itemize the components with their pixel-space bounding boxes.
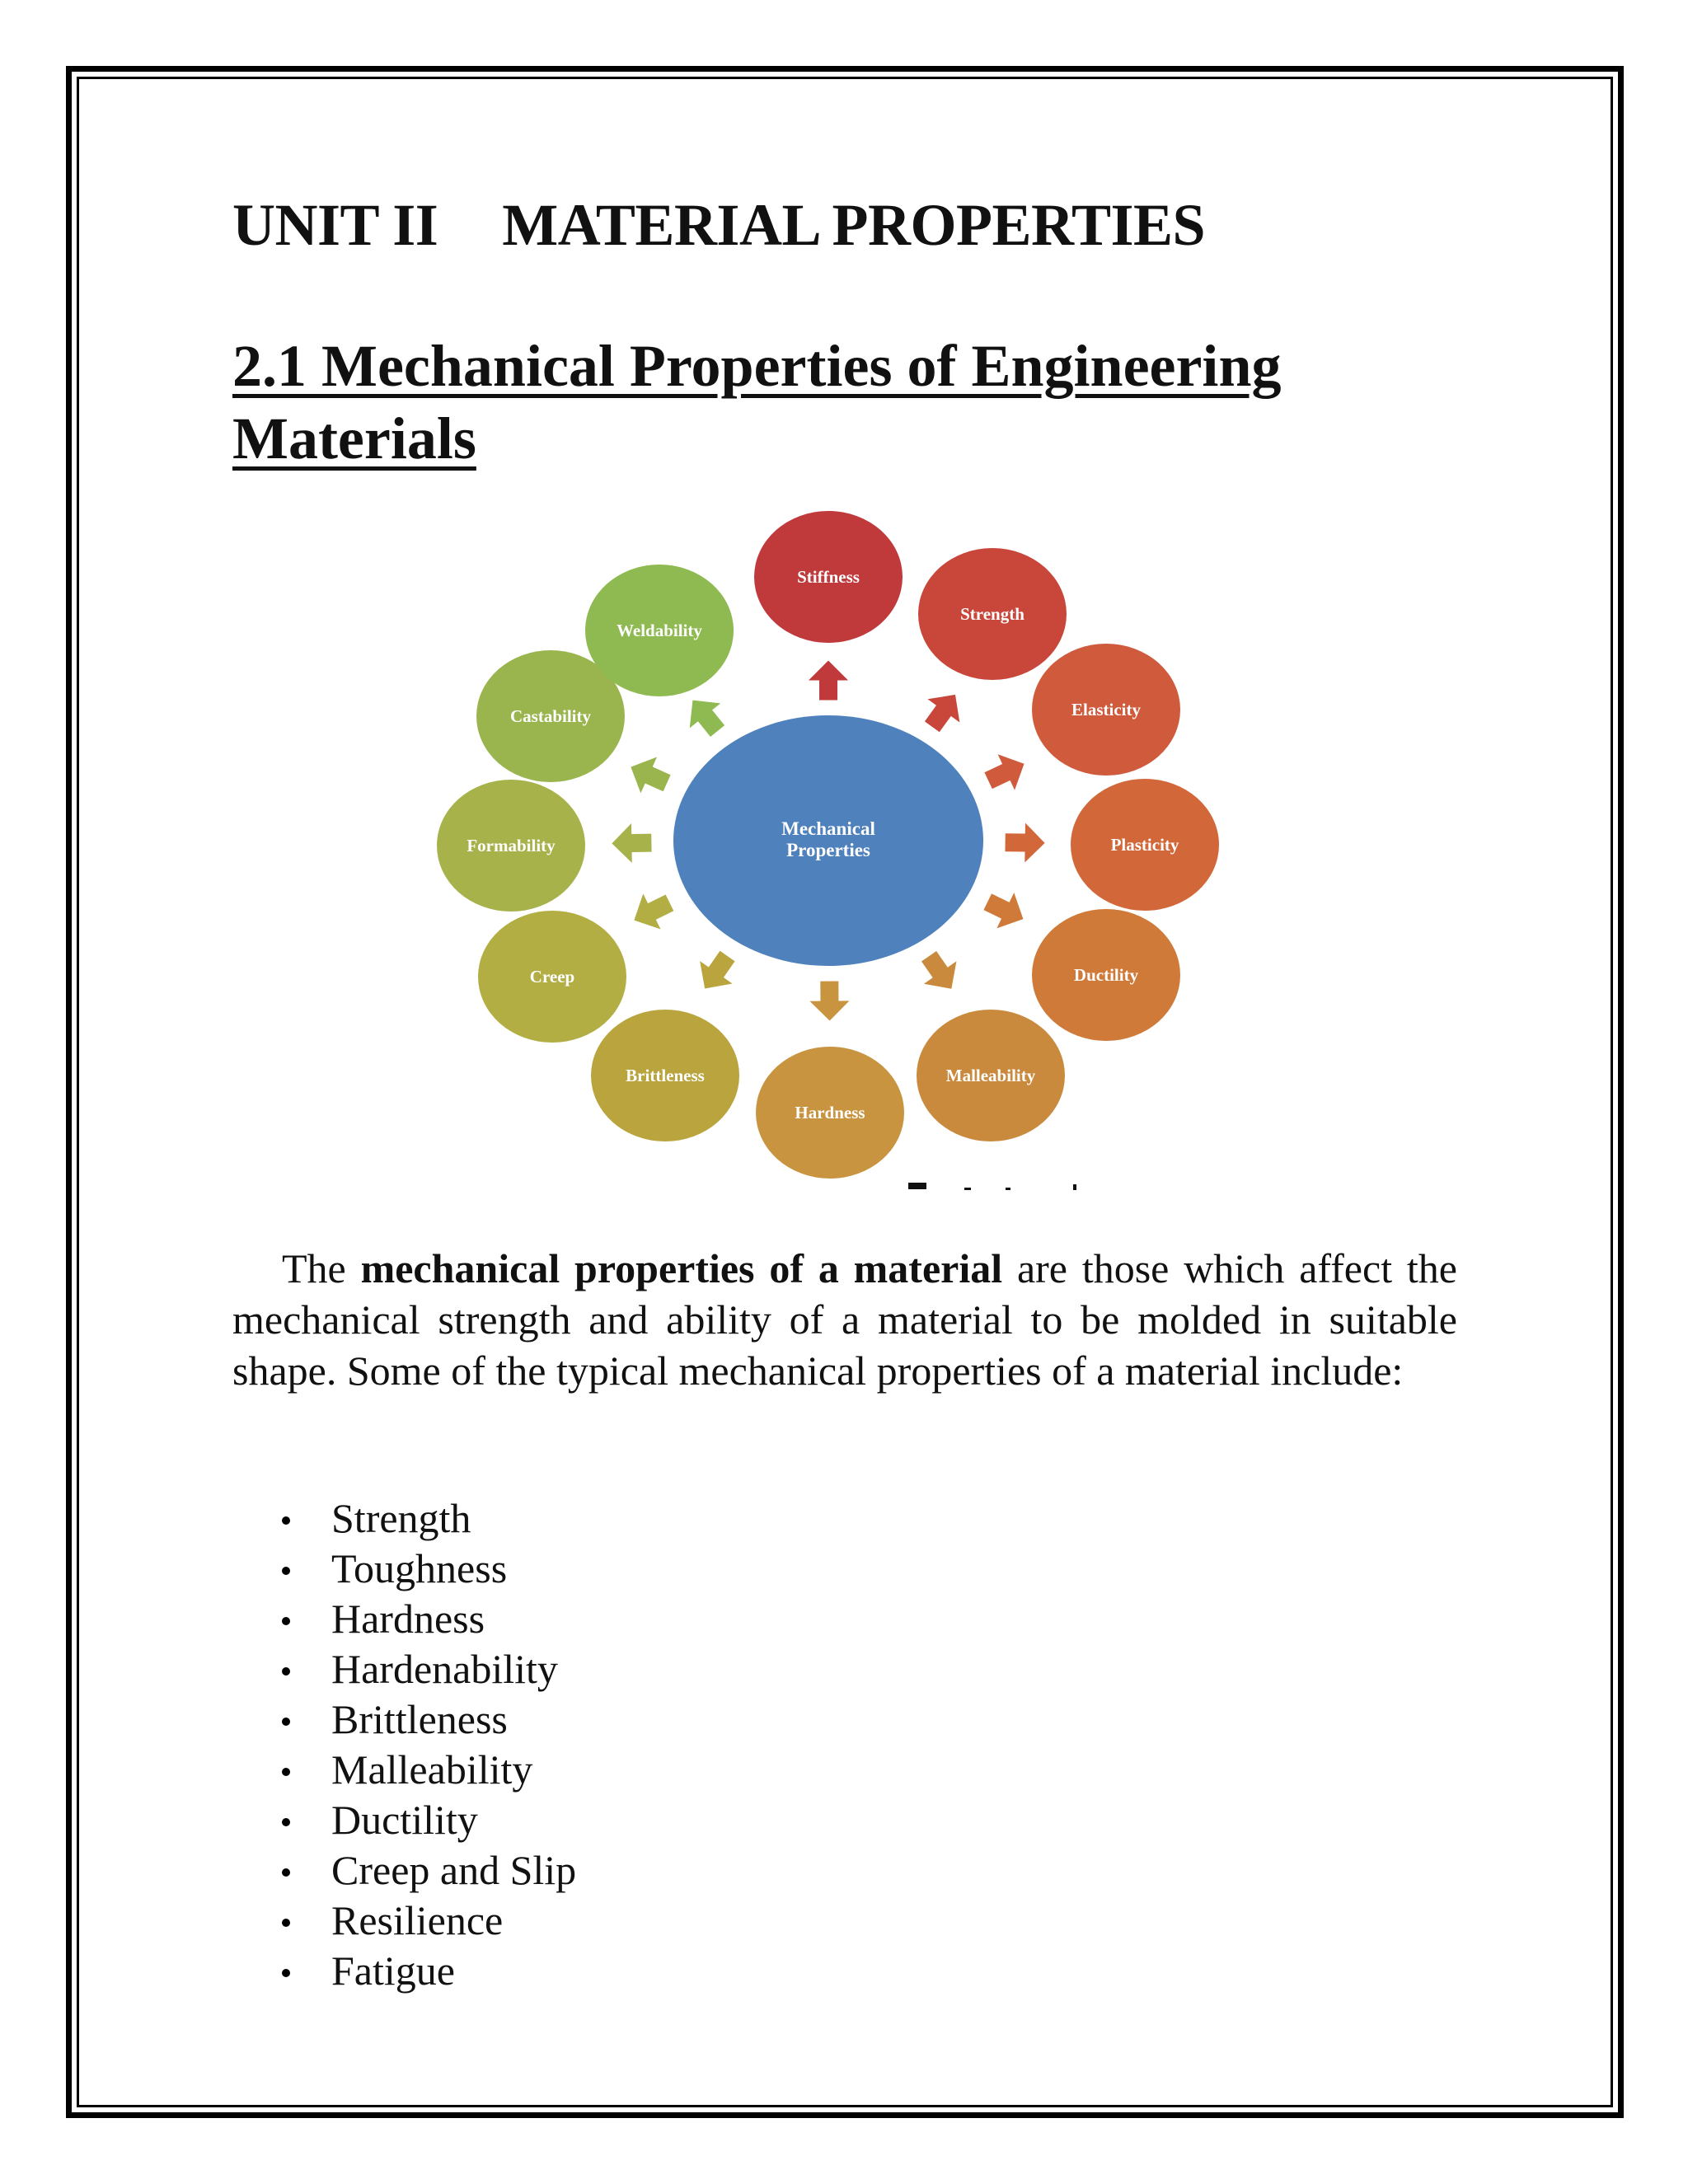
- list-item: Toughness: [272, 1544, 576, 1594]
- property-node-label: Castability: [509, 706, 592, 726]
- list-item: Hardenability: [272, 1644, 576, 1694]
- property-node-label: Elasticity: [1071, 700, 1141, 719]
- list-item: Malleability: [272, 1745, 576, 1795]
- list-item: Brittleness: [272, 1694, 576, 1745]
- list-item: Creep and Slip: [272, 1845, 576, 1896]
- unit-number: UNIT II: [232, 192, 438, 258]
- property-node-label: Brittleness: [626, 1066, 705, 1085]
- arrow-icon: [612, 823, 652, 864]
- intro-bold: mechanical properties of a material: [360, 1245, 1003, 1291]
- arrow-icon: [912, 945, 968, 1001]
- list-item: Strength: [272, 1493, 576, 1544]
- property-node-label: Strength: [960, 604, 1025, 624]
- property-node-label: Stiffness: [797, 567, 860, 587]
- section-title: 2.1 Mechanical Properties of Engineering Materials: [232, 333, 1282, 471]
- properties-list: [272, 1493, 576, 1996]
- arrow-icon: [980, 746, 1033, 799]
- arrow-icon: [688, 944, 743, 1000]
- list-item: Hardness: [272, 1594, 576, 1644]
- list-item: Resilience: [272, 1896, 576, 1946]
- property-node-label: Weldability: [617, 621, 702, 640]
- property-node-label: Creep: [529, 967, 575, 987]
- arrow-icon: [626, 885, 678, 938]
- mechanical-properties-diagram: [429, 507, 1253, 1199]
- property-node-label: Malleability: [945, 1066, 1036, 1085]
- arrow-icon: [678, 688, 733, 743]
- scan-mark: [908, 1183, 1076, 1190]
- intro-pre: The: [282, 1245, 361, 1291]
- list-item: Ductility: [272, 1795, 576, 1845]
- property-node-label: Formability: [467, 836, 556, 855]
- unit-title: MATERIAL PROPERTIES: [502, 192, 1206, 258]
- arrow-icon: [809, 660, 848, 700]
- arrow-icon: [916, 683, 971, 738]
- arrow-icon: [979, 884, 1032, 937]
- property-node-label: Hardness: [795, 1103, 865, 1122]
- center-label-line1: Mechanical: [781, 818, 875, 839]
- arrow-icon: [809, 981, 849, 1020]
- list-item: Fatigue: [272, 1946, 576, 1996]
- property-node-label: Plasticity: [1110, 835, 1179, 855]
- intro-post: are those which affect the mechanical strength and ability of a material to be molded in suitable shape. Some of the typical mechanical properties of a material include:: [232, 1245, 1457, 1394]
- property-node-label: Ductility: [1073, 965, 1139, 985]
- center-label-line2: Properties: [786, 840, 870, 860]
- unit-heading: [232, 191, 1205, 260]
- intro-paragraph: [232, 1243, 1457, 1396]
- arrow-icon: [623, 749, 675, 801]
- arrow-icon: [1005, 823, 1045, 863]
